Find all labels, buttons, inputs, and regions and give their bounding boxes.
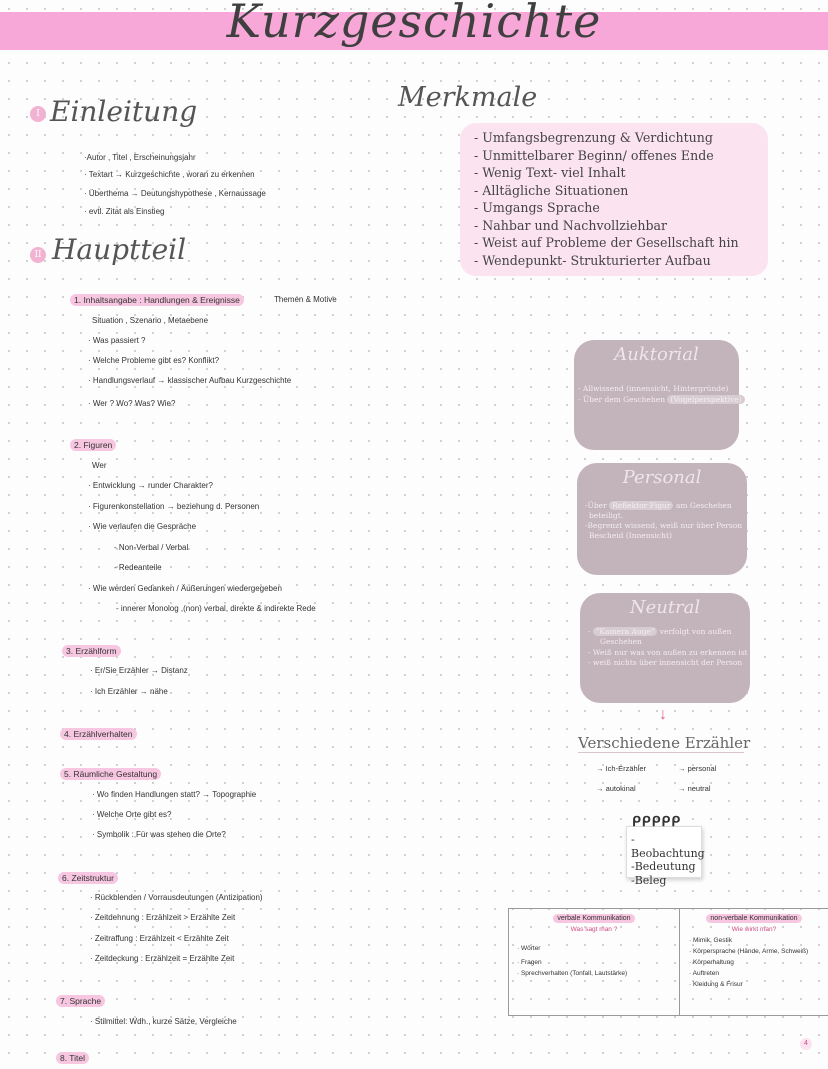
erzaehlform-item: · Ich Erzähler → nähe (90, 687, 168, 696)
verbal-item: · Fragen (517, 959, 542, 966)
zeit-item: · Zeitdeckung : Erzählzeit = Erzählte Zeit (90, 954, 235, 963)
erzaehler-item: → neutral (678, 784, 711, 793)
sprache-heading: 7. Sprache (56, 995, 105, 1007)
verbal-sub: Was sagt man ? (570, 926, 618, 933)
verbal-heading: verbale Kommunikation (553, 914, 634, 923)
personal-line: Bescheid (Innensicht) (589, 531, 672, 540)
erzaehler-title: Verschiedene Erzähler (578, 734, 751, 752)
raum-item: · Welche Orte gibt es? (92, 810, 172, 819)
nonverbal-item: · Körperhaltung (689, 959, 734, 966)
personal-line: beteiligt. (589, 511, 624, 520)
nonverbal-column (679, 909, 828, 1015)
neutral-line-text: - (588, 627, 591, 636)
erzaehlform-item: · Er/Sie Erzähler → Distanz (90, 666, 188, 675)
inhalt-item: · Handlungsverlauf → klassischer Aufbau Kurzgeschichte (88, 376, 292, 385)
kommunikation-table (508, 908, 828, 1016)
neutral-line-text: verfolgt von außen (659, 627, 732, 636)
section-numeral-1: I (30, 106, 46, 122)
einleitung-heading: Einleitung (50, 95, 198, 128)
nonverbal-item: · Kleidung & Frisur (689, 981, 743, 988)
einleitung-item: ·Autor , Titel , Erscheinungsjahr (84, 153, 196, 162)
note-item: -Bedeutung (631, 860, 696, 873)
nonverbal-item: · Auftreten (689, 970, 719, 977)
nonverbal-sub: Wie wirkt man? (731, 926, 777, 933)
inhalt-item: · Was passiert ? (88, 336, 146, 345)
merkmale-heading: Merkmale (398, 82, 538, 113)
einleitung-item: · evtl. Zitat als Einstieg (84, 207, 165, 216)
figuren-item: Wer (92, 461, 107, 470)
verbal-column (509, 909, 680, 1015)
personal-line-text: -Über (585, 501, 607, 510)
nonverbal-list (689, 935, 828, 990)
merkmal-item: - Weist auf Probleme der Gesellschaft hin (474, 235, 739, 250)
nonverbal-item: · Mimik, Gestik (689, 937, 732, 944)
page-title: Kurzgeschichte (226, 0, 602, 48)
figuren-item: - Redeanteile (114, 563, 162, 572)
einleitung-item: · Überthema → Deutungshypothese , Kernaussage (84, 189, 266, 198)
neutral-line: Geschehen (600, 637, 642, 646)
figuren-item: · Wie werden Gedanken / Äußerungen wiedergegeben (88, 584, 282, 593)
auktorial-chip: (Vogelperspektive) (667, 395, 744, 404)
inhalt-item: Situation , Szenario , Metaebene (92, 316, 209, 325)
merkmal-item: - Umgangs Sprache (474, 200, 600, 215)
auktorial-card (574, 340, 742, 450)
neutral-line (588, 627, 731, 637)
figuren-item: · Figurenkonstellation → beziehung d. Personen (88, 502, 260, 511)
neutral-line: - Weiß nur was von außen zu erkennen ist (588, 648, 748, 657)
verbal-list (517, 943, 679, 979)
neutral-chip: "Kamera Auge" (593, 627, 657, 636)
erzaehlform-heading: 3. Erzählform (62, 645, 121, 657)
personal-line (585, 501, 732, 511)
erzaehler-item: → Ich-Erzähler (596, 764, 647, 773)
auktorial-title: Auktorial (614, 344, 699, 365)
page-number: 4 (800, 1038, 812, 1050)
binder-rings-icon: ᑭᑭᑭᑭᑭ (632, 813, 681, 829)
personal-line: -Begrenzt wissend, weiß nur über Person (585, 521, 743, 530)
merkmale-box (460, 123, 768, 276)
merkmal-item: - Wenig Text- viel Inhalt (474, 165, 626, 180)
personal-line-text: am Geschehen (675, 501, 732, 510)
section-numeral-2: II (30, 247, 46, 263)
note-item: -Beobachtung (631, 833, 705, 860)
titel-heading: 8. Titel (56, 1052, 89, 1064)
verbal-item: · Sprechverhalten (Tonfall, Lautstärke) (517, 970, 628, 977)
zeit-item: · Zeitdehnung : Erzählzeit > Erzählte Zeit (90, 913, 236, 922)
merkmal-item: - Nahbar und Nachvollziehbar (474, 217, 668, 233)
neutral-title: Neutral (629, 597, 701, 618)
analysis-note (626, 826, 705, 887)
auktorial-line: - Allwissend (innensicht, Hintergründe) (578, 384, 729, 393)
personal-title: Personal (622, 467, 702, 488)
raum-item: · Symbolik : Für was stehen die Orte? (92, 830, 226, 839)
figuren-item: · Wie verlaufen die Gespräche (88, 522, 197, 531)
merkmal-item: - Umfangsbegrenzung & Verdichtung (474, 130, 713, 145)
arrow-down-icon: ↓ (659, 706, 667, 723)
inhalt-item: · Wer ? Wo? Was? Wie? (88, 399, 176, 408)
sprache-item: · Stilmittel: Wdh., kurze Sätze, Vergleiche (90, 1017, 237, 1026)
neutral-line: - weiß nichts über innensicht der Person (588, 658, 743, 667)
personal-card (577, 463, 747, 575)
inhalt-item: · Welche Probleme gibt es? Konflikt? (88, 356, 220, 365)
merkmal-item: - Unmittelbarer Beginn/ offenes Ende (474, 147, 714, 163)
zeit-item: · Rückblenden / Vorrausdeutungen (Antizipation) (90, 893, 263, 902)
zeit-item: · Zeitraffung : Erzählzeit < Erzählte Zeit (90, 934, 229, 943)
erzaehler-item: → personal (678, 764, 717, 773)
erzaehler-underline (578, 752, 744, 753)
auktorial-line (578, 395, 745, 405)
figuren-item: - innerer Monolog ,(non) verbal, direkte & indirekte Rede (116, 604, 316, 613)
raum-heading: 5. Räumliche Gestaltung (60, 768, 161, 780)
nonverbal-heading: non-verbale Kommunikation (706, 914, 801, 923)
figuren-item: - Non-Verbal / Verbal (114, 543, 189, 552)
zeit-heading: 6. Zeitstruktur (58, 872, 118, 884)
raum-item: · Wo finden Handlungen statt? → Topographie (92, 790, 257, 799)
nonverbal-item: · Körpersprache (Hände, Arme, Schweiß) (689, 948, 809, 955)
auktorial-line-text: - Über dem Geschehen (578, 395, 666, 404)
verbal-item: · Wörter (517, 945, 541, 952)
merkmal-item: - Alltägliche Situationen (474, 182, 629, 198)
inhalt-heading: 1. Inhaltsangabe : Handlungen & Ereignisse (70, 294, 244, 306)
neutral-card (580, 593, 750, 703)
figuren-heading: 2. Figuren (70, 439, 116, 451)
erzaehler-item: → autokinal (596, 784, 636, 793)
note-item: -Beleg (631, 873, 667, 887)
merkmal-item: - Wendepunkt- Strukturierter Aufbau (474, 252, 711, 268)
figuren-item: · Entwicklung → runder Charakter? (88, 481, 213, 490)
hauptteil-heading: Hauptteil (52, 233, 187, 266)
inhalt-aside: Themen & Motive (274, 295, 337, 304)
personal-chip: Reflektor Figur (609, 501, 673, 510)
einleitung-item: · Textart → Kurzgeschichte , woran zu erkennen (84, 170, 255, 179)
erzaehlverhalten-heading: 4. Erzählverhalten (60, 728, 137, 740)
